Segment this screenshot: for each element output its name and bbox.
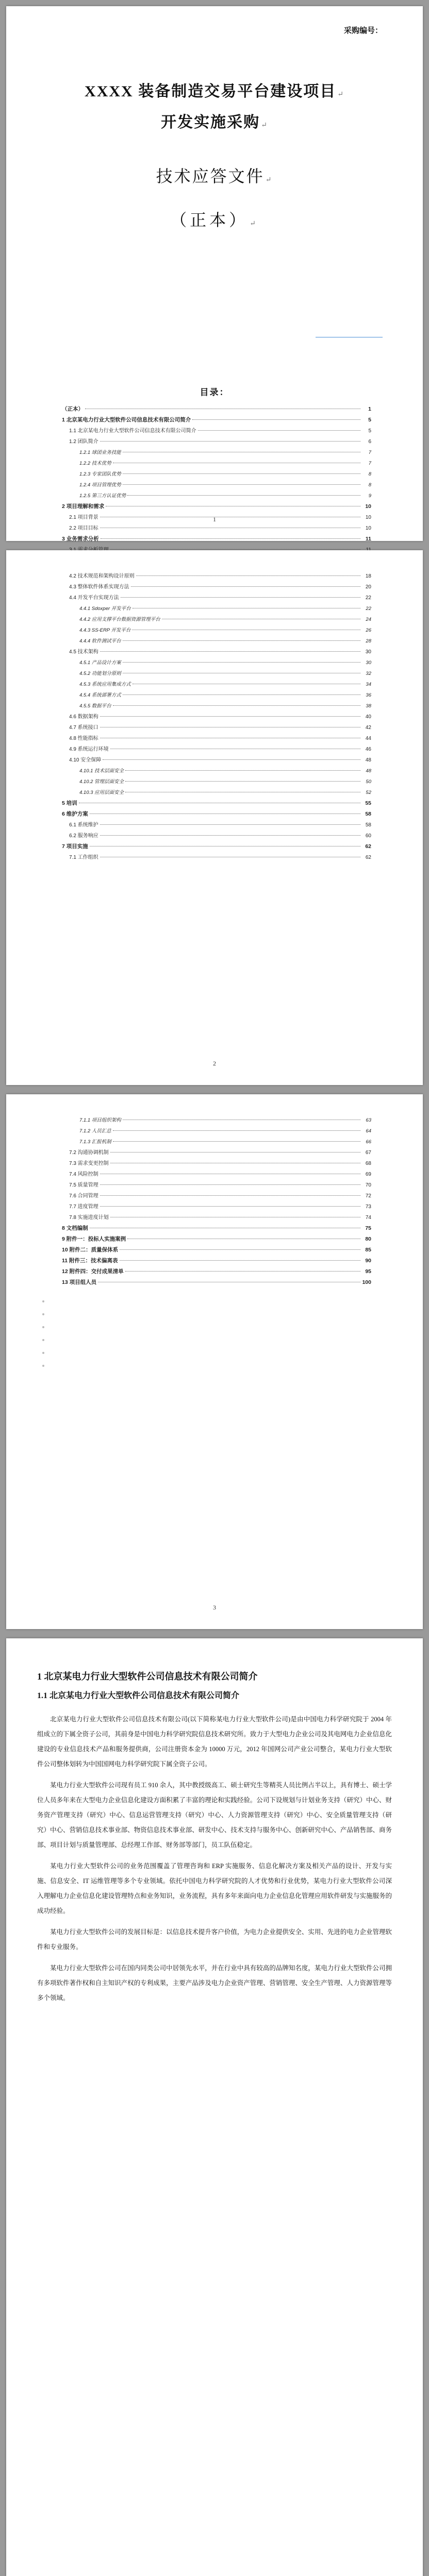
toc-entry-page: 48	[366, 768, 371, 774]
toc-entry-title: 13 项目组人员	[62, 1279, 97, 1285]
section-content	[37, 1669, 392, 2012]
toc-entry-title: 10 附件二：质量保体系	[62, 1247, 119, 1253]
toc-entry[interactable]	[62, 1191, 371, 1201]
toc-entry[interactable]	[62, 1201, 371, 1212]
toc-entry-page: 32	[366, 671, 371, 676]
toc-entry[interactable]	[62, 1245, 371, 1256]
toc-entry-page: 80	[365, 1236, 371, 1242]
toc-entry[interactable]	[62, 1266, 371, 1277]
paragraph-mark-icon: ↵	[250, 220, 259, 228]
toc-entry-page: 9	[368, 493, 371, 499]
toc-entry[interactable]	[62, 841, 371, 852]
toc-entry-title: 4.5.5 数据平台	[79, 703, 111, 709]
toc-leader-dots	[113, 1130, 360, 1131]
document-page-4	[6, 1638, 423, 2576]
toc-entry-page: 64	[366, 1128, 371, 1134]
project-title-line2: 开发实施采购	[161, 114, 260, 131]
page-number: 2	[213, 1060, 216, 1067]
toc-entry-title: 4.3 整体软件体系实现方法	[69, 584, 129, 590]
toc-entry-title: 5 培训	[62, 800, 77, 806]
toc-leader-dots	[100, 835, 360, 836]
toc-entry[interactable]	[62, 1234, 371, 1245]
toc-entry-page: 7	[368, 450, 371, 455]
toc-entry[interactable]	[62, 787, 371, 798]
toc-entry-page: 10	[365, 503, 371, 510]
toc-entry-page: 8	[368, 482, 371, 488]
document-type-label: 技术应答文件	[156, 167, 265, 185]
toc-entry[interactable]	[62, 852, 371, 863]
toc-entry[interactable]	[62, 426, 371, 436]
toc-entry[interactable]	[62, 690, 371, 701]
toc-entry-page: 24	[366, 617, 371, 622]
toc-entry[interactable]	[62, 679, 371, 690]
toc-entry-page: 26	[366, 628, 371, 633]
toc-entry[interactable]	[62, 625, 371, 636]
toc-entry-page: 5	[368, 417, 371, 423]
body-paragraph: 某电力行业大型软件公司在国内同类公司中居领先水平，并在行业中具有较高的品牌知名度，某电力行业大型软件公司拥有多项软件著作权和自主知识产权的专利成果，主要产品涉及电力企业资产管理、营销管理、安全生产管理、人力资源管理等多个领域。	[37, 1964, 392, 2002]
toc-entry-title: 4.6 数据架构	[69, 714, 98, 720]
toc-leader-dots	[127, 495, 360, 496]
toc-entry[interactable]	[62, 733, 371, 744]
toc-entry-page: 100	[362, 1279, 371, 1285]
toc-leader-dots	[123, 662, 360, 663]
toc-entry-title: 4.5.1 产品设计方案	[79, 660, 121, 666]
toc-entry-title: 7.1.3 汇报机制	[79, 1139, 111, 1145]
toc-entry[interactable]	[62, 776, 371, 787]
toc-entry-page: 10	[365, 515, 371, 520]
toc-entry[interactable]	[62, 404, 371, 415]
toc-leader-dots	[100, 824, 360, 825]
toc-entry[interactable]	[62, 1115, 371, 1126]
page-number: 1	[213, 516, 216, 523]
toc-entry-page: 28	[366, 638, 371, 644]
toc-entry[interactable]	[62, 571, 371, 582]
toc-entry-page: 30	[365, 649, 371, 655]
toc-entry-title: 7.1.1 项目组织架构	[79, 1117, 121, 1123]
toc-leader-dots	[100, 1195, 360, 1196]
paragraph-mark-icon	[42, 1300, 44, 1302]
page-number: 3	[213, 1604, 216, 1611]
toc-entry-title: 6.1 系统维护	[69, 822, 98, 828]
toc-entry-title: 1.2.1 球团业务技能	[79, 450, 121, 455]
toc-entry-title: 4.10.2 管理层面安全	[79, 779, 124, 785]
toc-entry-page: 67	[365, 1150, 371, 1156]
toc-entry-title: 12 附件四：交付成果清单	[62, 1268, 124, 1275]
toc-entry-page: 30	[366, 660, 371, 666]
toc-entry-page: 62	[365, 843, 371, 850]
toc-leader-dots	[125, 781, 360, 782]
toc-entry-page: 70	[365, 1182, 371, 1188]
toc-leader-dots	[120, 1249, 360, 1250]
toc-entry-title: 4.10.3 应用层面安全	[79, 790, 124, 795]
toc-entry-title: 7.8 实施进度计划	[69, 1215, 109, 1221]
toc-entry-title: 7.5 质量管理	[69, 1182, 98, 1188]
toc-entry-page: 34	[366, 682, 371, 687]
toc-entry[interactable]	[62, 1277, 371, 1288]
toc-leader-dots	[103, 759, 360, 760]
toc-entry[interactable]	[62, 501, 371, 512]
toc-leader-dots	[125, 770, 360, 771]
toc-entry-page: 20	[365, 584, 371, 590]
toc-entry-page: 8	[368, 471, 371, 477]
toc-entry-title: 7.1.2 人员汇总	[79, 1128, 111, 1134]
toc-entry-page: 18	[365, 573, 371, 579]
toc-entry-title: 7.2 沟通协调机制	[69, 1150, 109, 1156]
toc-entry[interactable]	[62, 436, 371, 447]
toc-entry-title: 8 文档编制	[62, 1225, 88, 1231]
toc-entry[interactable]	[62, 636, 371, 647]
toc-leader-dots	[121, 597, 360, 598]
table-of-contents	[62, 571, 371, 863]
toc-entry-title: （正本）	[62, 406, 84, 412]
toc-leader-dots	[123, 473, 360, 474]
toc-entry-title: 1.2.5 第三方认证优势	[79, 493, 126, 499]
toc-entry[interactable]	[62, 582, 371, 592]
toc-entry-title: 1.2.2 技术优势	[79, 461, 111, 466]
toc-entry-page: 72	[365, 1193, 371, 1199]
toc-entry-page: 60	[365, 833, 371, 839]
section-heading-1-1: 1.1 北京某电力行业大型软件公司信息技术有限公司简介	[37, 1691, 240, 1700]
toc-entry-title: 1.2.4 项目管理优势	[79, 482, 121, 488]
toc-entry-title: 1.2 团队简介	[69, 439, 98, 445]
toc-entry-title: 4.4 开发平台实现方法	[69, 595, 119, 601]
toc-entry[interactable]	[62, 1256, 371, 1266]
toc-leader-dots	[110, 1152, 360, 1153]
paragraph-mark-icon	[42, 1365, 44, 1367]
copy-type	[6, 207, 423, 231]
toc-entry-page: 73	[365, 1204, 371, 1210]
toc-leader-dots	[136, 575, 360, 576]
toc-entry-page: 75	[365, 1225, 371, 1231]
paragraph-mark-icon: ↵	[261, 122, 268, 129]
toc-leader-dots	[110, 549, 360, 550]
toc-entry-page: 38	[366, 703, 371, 709]
toc-entry-page: 68	[365, 1161, 371, 1166]
toc-entry-title: 4.9 系统运行环境	[69, 747, 109, 752]
toc-entry-title: 4.4.4 软件测试平台	[79, 638, 121, 644]
toc-entry-page: 44	[365, 736, 371, 741]
toc-leader-dots	[131, 586, 360, 587]
paragraph-mark-icon	[42, 1313, 44, 1315]
toc-entry-title: 2 项目理解和需求	[62, 503, 105, 510]
toc-entry-title: 4.4.3 SS-ERP 开发平台	[79, 628, 131, 633]
toc-entry-title: 7.1 工作组织	[69, 855, 98, 860]
toc-leader-dots	[198, 430, 360, 431]
toc-entry-title: 4.10.1 技术层面安全	[79, 768, 124, 774]
toc-entry-page: 1	[368, 406, 371, 412]
toc-entry[interactable]	[62, 831, 371, 841]
toc-leader-dots	[100, 1206, 360, 1207]
toc-entry-page: 63	[366, 1117, 371, 1123]
toc-entry-page: 95	[365, 1268, 371, 1275]
toc-entry-title: 2.2 项目目标	[69, 526, 98, 531]
toc-entry[interactable]	[62, 534, 371, 545]
toc-entry[interactable]	[62, 415, 371, 426]
toc-entry-page: 66	[366, 1139, 371, 1145]
toc-entry-page: 7	[368, 461, 371, 466]
toc-entry[interactable]	[62, 480, 371, 490]
toc-entry-title: 7.6 合同管理	[69, 1193, 98, 1199]
toc-entry-title: 7 项目实施	[62, 843, 88, 850]
toc-entry[interactable]	[62, 647, 371, 657]
toc-leader-dots	[100, 1184, 360, 1185]
toc-entry-title: 4.8 性能指标	[69, 736, 98, 741]
toc-entry[interactable]	[62, 701, 371, 711]
project-title	[6, 78, 423, 101]
toc-entry-title: 4.5.3 系统应用集成方式	[79, 682, 131, 687]
toc-entry[interactable]	[62, 614, 371, 625]
toc-entry-title: 7.3 需求变更控制	[69, 1161, 109, 1166]
toc-leader-dots	[113, 1141, 360, 1142]
toc-leader-dots	[192, 419, 360, 420]
toc-entry[interactable]	[62, 755, 371, 766]
toc-entry[interactable]	[62, 1169, 371, 1180]
toc-entry-page: 22	[366, 606, 371, 612]
toc-entry[interactable]	[62, 1147, 371, 1158]
toc-entry-title: 6.2 服务响应	[69, 833, 98, 839]
toc-leader-dots	[100, 441, 360, 442]
toc-entry-title: 4.4.2 应用支撑平台数据资源管理平台	[79, 617, 160, 622]
toc-entry[interactable]	[62, 711, 371, 722]
toc-entry[interactable]	[62, 657, 371, 668]
toc-entry-title: 4.4.1 Sdoxper 开发平台	[79, 606, 131, 612]
toc-entry-page: 58	[365, 811, 371, 817]
toc-entry[interactable]	[62, 458, 371, 469]
toc-entry[interactable]	[62, 722, 371, 733]
toc-leader-dots	[123, 640, 360, 641]
toc-entry-title: 7.7 进度管理	[69, 1204, 98, 1210]
toc-entry-page: 36	[366, 692, 371, 698]
paragraph-mark-icon	[42, 1326, 44, 1328]
toc-entry-page: 52	[366, 790, 371, 795]
toc-entry[interactable]	[62, 744, 371, 755]
toc-entry[interactable]	[62, 1180, 371, 1191]
toc-leader-dots	[123, 694, 360, 695]
paragraph-mark-icon: ↵	[265, 176, 273, 184]
toc-entry[interactable]	[62, 1212, 371, 1223]
toc-entry-title: 9 附件一：投标人实施案例	[62, 1236, 126, 1242]
body-paragraph: 某电力行业大型软件公司的发展目标是：以信息技术提升客户价值，为电力企业提供安全、实用、先进的电力企业管理软件和专业服务。	[37, 1928, 392, 1951]
section-heading-1: 1 北京某电力行业大型软件公司信息技术有限公司简介	[37, 1671, 258, 1682]
toc-entry-title: 3 业务需求分析	[62, 536, 99, 542]
toc-entry-title: 4.7 系统接口	[69, 725, 98, 731]
toc-entry[interactable]	[62, 809, 371, 820]
body-paragraph: 北京某电力行业大型软件公司信息技术有限公司(以下简称某电力行业大型软件公司)是由中国电力科学研究院于 2004 年组成立的下属全资子公司，其前身是中国电力科学研究院信息技术研究所。致力于大型电力企业公司及其电网电力企业信息化建设的专业信息技术产品和服务提供商，公司注册资本金为 10000 万元，2012 年国网公司产业公司整合，某电力行业大型软件公司整体划转为中国国网电力科学研究院下属全资子公司。	[37, 1716, 392, 1768]
document-type	[6, 163, 423, 187]
toc-entry-page: 10	[365, 526, 371, 531]
toc-entry-page: 58	[365, 822, 371, 828]
toc-entry-page: 90	[365, 1258, 371, 1264]
toc-entry-page: 85	[365, 1247, 371, 1253]
toc-leader-dots	[100, 716, 360, 717]
toc-leader-dots	[125, 1271, 360, 1272]
project-subtitle	[6, 109, 423, 132]
toc-entry[interactable]	[62, 1126, 371, 1137]
toc-leader-dots	[123, 484, 360, 485]
toc-entry-page: 55	[365, 800, 371, 806]
toc-entry[interactable]	[62, 1158, 371, 1169]
toc-entry-page: 40	[365, 714, 371, 720]
procurement-number-label: 采购编号：	[343, 27, 383, 35]
toc-entry-page: 69	[365, 1172, 371, 1177]
toc-entry-title: 2.1 项目背景	[69, 515, 98, 520]
toc-entry[interactable]	[62, 523, 371, 534]
toc-entry-title: 4.10 安全保障	[69, 757, 102, 763]
paragraph-mark-icon	[42, 1339, 44, 1341]
toc-entry[interactable]	[62, 798, 371, 809]
toc-entry-title: 1 北京某电力行业大型软件公司信息技术有限公司简介	[62, 417, 191, 423]
toc-entry[interactable]	[62, 592, 371, 603]
copy-type-label: （正本）	[170, 211, 249, 229]
document-page-1	[6, 6, 423, 541]
toc-entry-title: 6 维护方案	[62, 811, 88, 817]
toc-leader-dots	[120, 1260, 360, 1261]
toc-entry-title: 7.4 风险控制	[69, 1172, 98, 1177]
toc-entry-page: 48	[365, 757, 371, 763]
document-page-2	[6, 550, 423, 1085]
toc-entry-page: 46	[365, 747, 371, 752]
toc-entry-title: 11 附件三：技术偏离表	[62, 1258, 118, 1264]
toc-entry-title: 4.2 技术规范和架构设计原则	[69, 573, 135, 579]
paragraph-mark-icon: ↵	[337, 91, 344, 98]
toc-entry-page: 5	[368, 428, 371, 434]
toc-entry-title: 4.5.2 功能划分原则	[79, 671, 121, 676]
toc-entry-title: 4.5.4 系统部署方式	[79, 692, 121, 698]
toc-entry[interactable]	[62, 668, 371, 679]
toc-leader-dots	[101, 538, 360, 539]
toc-entry-page: 74	[365, 1215, 371, 1221]
toc-entry[interactable]	[62, 469, 371, 480]
toc-entry-page: 6	[368, 439, 371, 445]
toc-leader-dots	[113, 705, 360, 706]
toc-entry-title: 1.1 北京某电力行业大型软件公司信息技术有限公司简介	[69, 428, 196, 434]
toc-entry-page: 22	[365, 595, 371, 601]
toc-entry[interactable]	[62, 603, 371, 614]
toc-heading: 目录：	[200, 387, 229, 397]
toc-entry-page: 11	[365, 536, 371, 542]
table-of-contents	[62, 1115, 371, 1288]
paragraph-mark-icon	[42, 1352, 44, 1354]
toc-entry[interactable]	[62, 766, 371, 776]
project-title-line1: XXXX 装备制造交易平台建设项目	[85, 83, 337, 100]
toc-entry[interactable]	[62, 1137, 371, 1147]
toc-entry-page: 62	[365, 855, 371, 860]
toc-entry[interactable]	[62, 490, 371, 501]
body-paragraph: 某电力行业大型软件公司现有员工 910 余人，其中教授级高工、硕士研究生等精英人员比例占半以上，具有博士、硕士学位人员多年来在大型电力企业信息化建设方面积累了丰富的理论和实践经验。公司下设规划与计划业务支持（研究）中心、财务资产管理支持（研究）中心、信息运营管理支持（研究）中心、人力资源管理支持（研究）中心、安全质量管理支持（研究）中心、营销信息技术事业部、物资信息技术事业部、研发中心、技术支持与服务中心、创新研究中心、产品销售部、商务部、项目计划与质量管理部、总经理工作部、财务部等部门，员工队伍稳定。	[37, 1782, 392, 1849]
toc-entry-title: 4.5 技术架构	[69, 649, 98, 655]
body-paragraph: 某电力行业大型软件公司的业务范围覆盖了管理咨询和 ERP 实施服务、信息化解决方案及相关产品的设计、开发与实施、信息安全、IT 运维管理等多个专业领域。依托中国电力科学研究院的人才优势和行业优势，某电力行业大型软件公司深入理解电力企业信息化建设管理特点和业务知识，业务流程，具有多年来面向电力企业信息化管理应用软件研发与实施服务的成功经验。	[37, 1862, 392, 1914]
toc-leader-dots	[100, 651, 360, 652]
toc-entry[interactable]	[62, 447, 371, 458]
document-page-3	[6, 1094, 423, 1629]
toc-entry-page: 50	[366, 779, 371, 785]
toc-entry-title: 1.2.3 专家团队优势	[79, 471, 121, 477]
toc-entry[interactable]	[62, 820, 371, 831]
toc-entry[interactable]	[62, 1223, 371, 1234]
toc-entry-page: 42	[365, 725, 371, 731]
